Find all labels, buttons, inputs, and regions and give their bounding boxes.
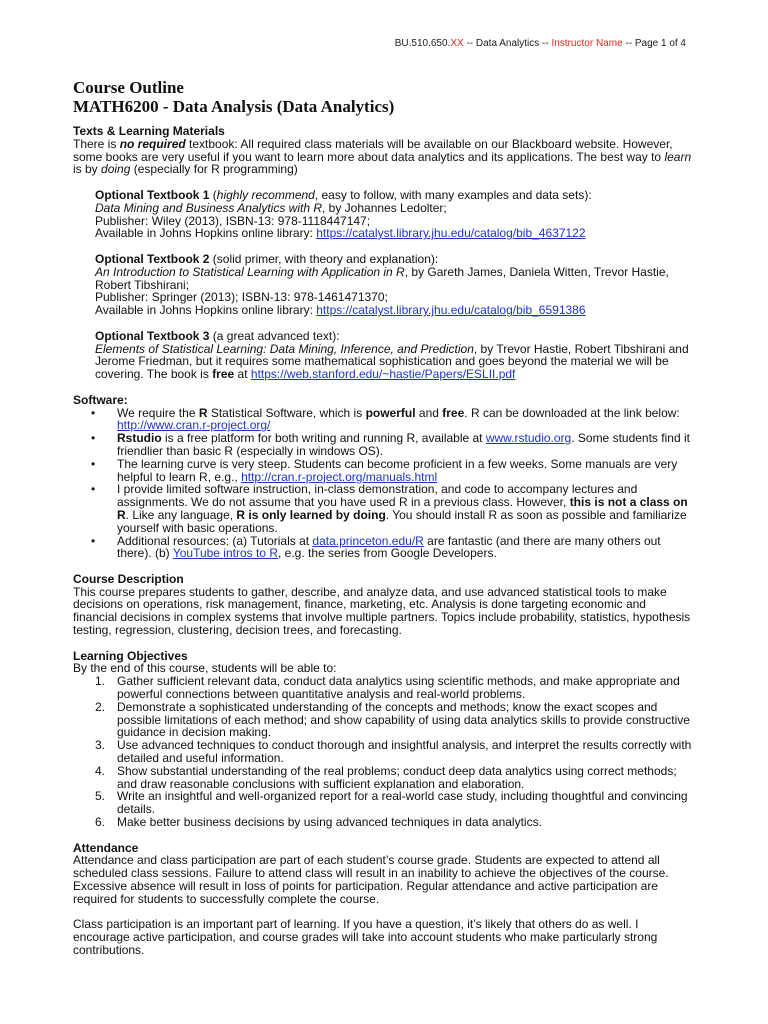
textbook-3-label: Optional Textbook 3 [95,328,210,343]
list-item: • Additional resources: (a) Tutorials at data.princeton.edu/R are fantastic (and there are many others out there). (b) YouTube intros to R, e.g. the series from Google Developers. [117,535,693,561]
list-item: 3. Use advanced techniques to conduct thorough and insightful analysis, and interpret the results correctly with detailed and useful information. [95,738,692,766]
list-item: • I provide limited software instruction, in-class demonstration, and code to accompany lectures and assignments. We do not assume that you have used R in a previous class. However, this is not a class on R. Like any language, R is only learned by doing. You should install R as soon as possible and familiarize yourself with basic operations. [117,483,693,534]
objectives-intro: By the end of this course, students will be able to: [73,661,337,676]
textbook-2-title: An Introduction to Statistical Learning with Application in R [95,264,405,279]
description-heading: Course Description [73,571,184,586]
document-body [73,125,693,957]
software-list [73,407,693,561]
objectives-heading: Learning Objectives [73,648,188,663]
objectives-list [73,675,693,829]
course-code: BU.510.650. [394,38,451,49]
textbook-2-label: Optional Textbook 2 [95,251,210,266]
textbook-1: Optional Textbook 1 (highly recommend, easy to follow, with many examples and data sets): Data Mining and Business Analytics with R, by Johannes Ledolter; Publisher: Wiley (2013), ISBN-13: 978-1118447147; Available in Johns Hopkins online library: https://catalyst.library.jhu.edu/catalog/bib_4637122 [95,187,592,241]
textbook-3-title: Elements of Statistical Learning: Data Mining, Inference, and Prediction [95,341,474,356]
list-item: 4. Show substantial understanding of the real problems; conduct deep data analytics using correct methods; and draw reasonable conclusions with sufficient explanation and elaboration. [95,763,677,791]
software-heading: Software: [73,392,128,407]
attendance-text-2: Class participation is an important part of learning. If you have a question, it’s likely that others do as well. I encourage active participation, and course grades will take into account students who make particularly strong contributions. [73,917,658,957]
header-separator: -- Data Analytics -- [463,38,552,49]
textbook-2-link[interactable]: https://catalyst.library.jhu.edu/catalog/bib_6591386 [316,303,586,318]
title-line-2: MATH6200 - Data Analysis (Data Analytics) [73,97,395,116]
list-item: 5. Write an insightful and well-organized report for a real-world case study, including thoughtful and convincing details. [95,789,688,817]
cran-link[interactable]: http://www.cran.r-project.org/ [117,418,271,433]
description-text: This course prepares students to gather, describe, and analyze data, and use advanced statistical tools to make decisions on operations, risk management, finance, marketing, etc. Analysis is done targeting economic and financial decisions in complex systems that involve multiple partners. Topics include probability, statistics, hypothesis testing, regression, clustering, decision trees, and forecasting. [73,584,691,638]
page-header [0,38,686,49]
list-item: 6. Make better business decisions by using advanced techniques in data analytics. [95,815,542,830]
instructor-placeholder: Instructor Name [551,38,623,49]
list-item: 1. Gather sufficient relevant data, conduct data analytics using scientific methods, and make appropriate and powerful connections between quantitative analysis and real-world problems. [95,674,680,702]
texts-heading: Texts & Learning Materials [73,124,225,138]
list-item: • Rstudio is a free platform for both writing and running R, available at www.rstudio.org. Some students find it friendlier than basic R (especially in windows OS). [117,432,693,458]
page-title [73,78,394,116]
list-item: • The learning curve is very steep. Students can become proficient in a few weeks. Some manuals are very helpful to learn R, e.g., http://cran.r-project.org/manuals.html [117,458,693,484]
textbook-1-title: Data Mining and Business Analytics with R [95,200,322,215]
list-item: • We require the R Statistical Software, which is powerful and free. R can be downloaded at the link below: http://www.cran.r-project.org/ [117,407,693,433]
section-placeholder: XX [450,38,464,49]
textbook-2: Optional Textbook 2 (solid primer, with theory and explanation): An Introduction to Statistical Learning with Application in R, by Gareth James, Daniela Witten, Trevor Hastie, Robert Tibshirani; Publisher: Springer (2013); ISBN-13: 978-1461471370; Available in Johns Hopkins online library: https://catalyst.library.jhu.edu/catalog/bib_6591386 [95,251,669,318]
textbook-3-link[interactable]: https://web.stanford.edu/~hastie/Papers/ESLII.pdf [250,367,516,382]
list-item: 2. Demonstrate a sophisticated understanding of the concepts and methods; know the exact scopes and possible limitations of each method; and show capability of using data analytics skills to provide constructive guidance in decision making. [95,699,690,740]
textbook-1-link[interactable]: https://catalyst.library.jhu.edu/catalog/bib_4637122 [316,226,586,241]
youtube-link[interactable]: YouTube intros to R [172,546,278,561]
princeton-link[interactable]: data.princeton.edu/R [312,533,424,548]
rstudio-link[interactable]: www.rstudio.org [485,431,572,446]
textbook-3: Optional Textbook 3 (a great advanced text): Elements of Statistical Learning: Data Mining, Inference, and Prediction, by Trevor Hastie, Robert Tibshirani and Jerome Friedman, but it requires some mathematical sophistication and goes beyond the material we will be covering. The book is free at https://web.stanford.edu/~hastie/Papers/ESLII.pdf [95,328,689,382]
attendance-heading: Attendance [73,840,139,855]
attendance-text-1: Attendance and class participation are part of each student’s course grade. Students are expected to attend all scheduled class sessions. Failure to attend class will result in an inability to achieve the objectives of the course. Excessive absence will result in loss of points for participation. Regular attendance and active participation are required for students to successfully complete the course. [73,853,669,906]
textbook-1-label: Optional Textbook 1 [95,187,210,202]
title-line-1: Course Outline [73,78,184,97]
manuals-link[interactable]: http://cran.r-project.org/manuals.html [241,469,438,484]
texts-intro: There is no required textbook: All required class materials will be available on our Blackboard website. However, some books are very useful if you want to learn more about data analytics and its applications. The best way to learn is by doing (especially for R programming) [73,136,692,177]
page-number: -- Page 1 of 4 [622,38,686,49]
